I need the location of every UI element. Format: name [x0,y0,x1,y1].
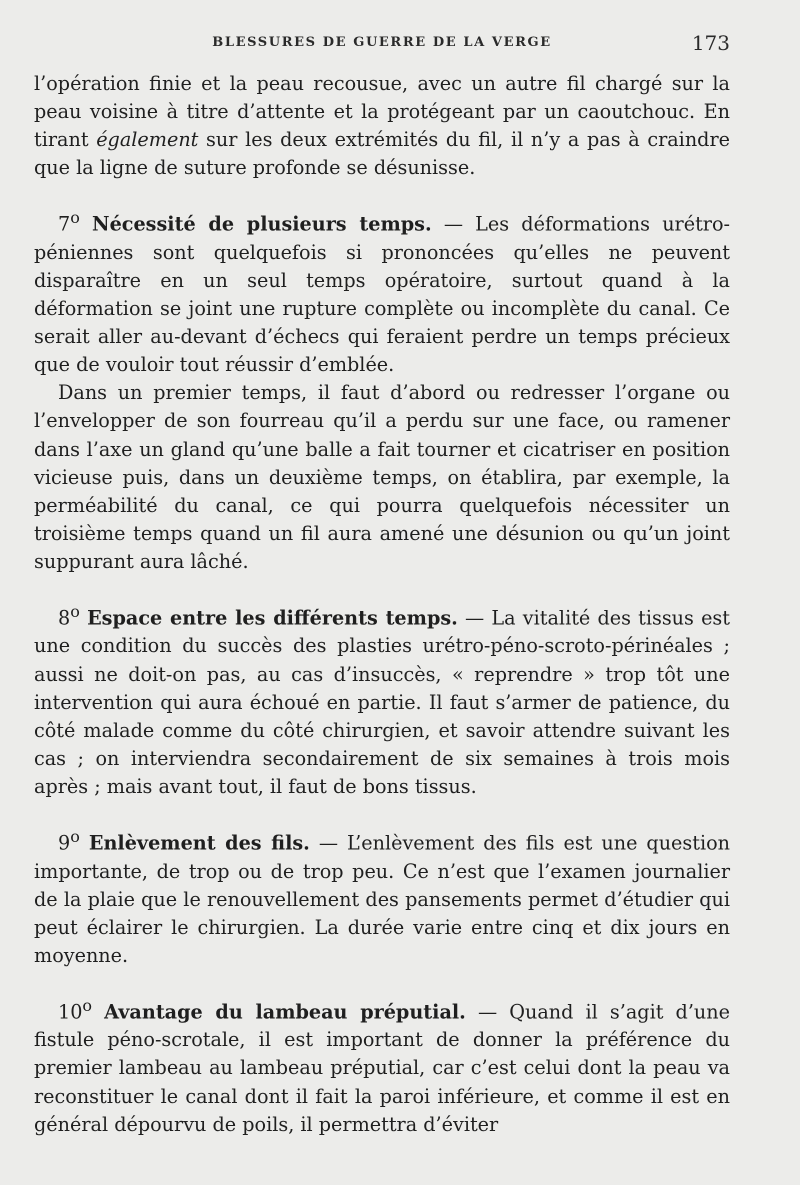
running-header [34,28,730,62]
italic-word: également [96,128,199,152]
paragraph-text: — Les déformations urétro-péniennes sont quelquefois si prononcées qu’elles ne peuvent disparaître en un seul temps opératoire, surtout quand à la déformation se joint une rupture complète ou incomplète du canal. Ce serait aller au-devant d’échecs qui feraient perdre un temps précieux que de vouloir tout réussir d’emblée. [34,212,730,377]
section-degree: o [82,995,93,1015]
paragraph-text: sur les deux extrémités du fil, il n’y a pas à craindre que la ligne de suture profonde se désunisse. [34,128,730,180]
section-number: 8 [58,606,71,630]
section-7-paragraph [34,204,730,379]
section-degree: o [70,601,80,621]
section-degree: o [70,827,80,847]
paragraph-continuation [34,70,730,182]
section-number: 10 [58,1000,83,1024]
section-8-paragraph [34,598,730,801]
section-number: 7 [58,212,71,236]
section-degree: o [70,208,80,228]
section-heading: Espace entre les différents temps. [87,606,458,630]
page-number: 173 [691,31,730,55]
paragraph-text: — Quand il s’agit d’une fistule péno-scrotale, il est important de donner la préférence du premier lambeau au lambeau préputial, car c’est celui dont la peau va reconstituer le canal dont il fait la paroi inférieure, et comme il est en général dépourvu de poils, il permettra d’éviter [34,1000,730,1136]
section-number: 9 [58,831,71,855]
paragraph-text: Dans un premier temps, il faut d’abord ou redresser l’organe ou l’envelopper de son fourreau qu’il a perdu sur une face, ou ramener dans l’axe un gland qu’une balle a fait tourner et cicatriser en position vicieuse puis, dans un deuxième temps, on établira, par exemple, la perméabilité du canal, ce qui pourra quelquefois nécessiter un troisième temps quand un fil aura amené une désunion ou qu’un joint suppurant aura lâché. [34,381,730,573]
section-heading: Avantage du lambeau préputial. [104,1000,466,1024]
paragraph-text: — L’enlèvement des fils est une question importante, de trop ou de trop peu. Ce n’est que l’examen journalier de la plaie que le renouvellement des pansements permet d’étudier qui peut éclairer le chirurgien. La durée varie entre cinq et dix jours en moyenne. [34,831,731,967]
section-7-continuation [34,379,730,576]
section-heading: Enlèvement des fils. [88,831,310,855]
running-title: BLESSURES DE GUERRE DE LA VERGE [212,35,552,50]
section-9-paragraph [34,823,730,970]
paragraph-text: l’opération finie et la peau recousue, avec un autre fil chargé sur la peau voisine à titre d’attente et la protégeant par un caoutchouc. En tirant [34,72,730,152]
paragraph-text: — La vitalité des tissus est une condition du succès des plasties urétro-péno-scroto-périnéales ; aussi ne doit-on pas, au cas d’insuccès, « reprendre » trop tôt une intervention qui aura échoué en partie. Il faut s’armer de patience, du côté malade comme du côté chirurgien, et savoir attendre suivant les cas ; on interviendra secondairement de six semaines à trois mois après ; mais avant tout, il faut de bons tissus. [34,606,730,798]
section-10-paragraph [34,992,730,1139]
section-heading: Nécessité de plusieurs temps. [92,212,432,236]
